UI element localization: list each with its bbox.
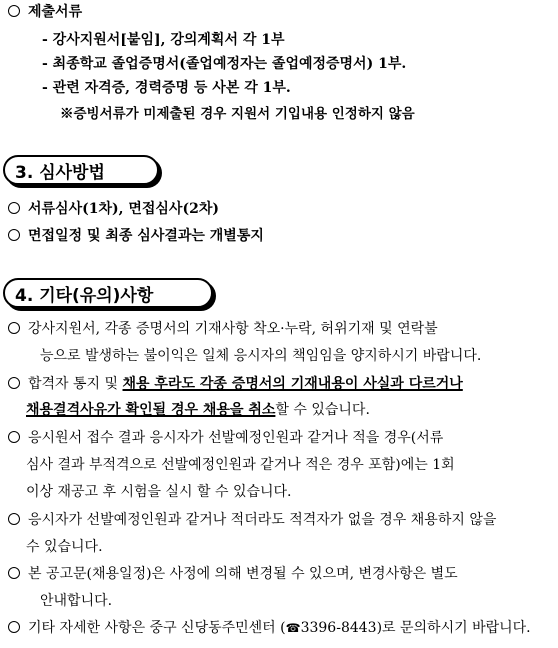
docs-title: 제출서류 bbox=[28, 4, 83, 20]
item-2-post: 할 수 있습니다. bbox=[275, 402, 370, 418]
item-3-text-1: 응시원서 접수 결과 응시자가 선발예정인원과 같거나 적을 경우(서류 bbox=[28, 430, 444, 446]
section-4-item-2-line-2 bbox=[26, 400, 370, 420]
section-4-item-6 bbox=[8, 618, 531, 638]
section-4-item-3-line-3: 이상 재공고 후 시험을 실시 할 수 있습니다. bbox=[26, 484, 292, 500]
section-4-item-2-line-1 bbox=[8, 374, 463, 394]
docs-item-3: - 관련 자격증, 경력증명 등 사본 각 1부. bbox=[42, 80, 291, 96]
section-4-item-3-line-2: 심사 결과 부적격으로 선발예정인원과 같거나 적은 경우 포함)에는 1회 bbox=[26, 457, 455, 473]
section-3-heading: 3. 심사방법 bbox=[3, 155, 159, 185]
section-4-item-3-line-1 bbox=[8, 428, 443, 448]
bullet-circle-icon bbox=[8, 621, 20, 633]
section-4-item-1-line-1 bbox=[8, 319, 438, 339]
section-4-item-4-line-2: 수 있습니다. bbox=[26, 539, 103, 555]
item-2-pre: 합격자 통지 및 bbox=[28, 376, 123, 392]
phone-icon: ☎ bbox=[285, 621, 301, 635]
bullet-circle-icon bbox=[8, 229, 20, 241]
item-6-post: )로 문의하시기 바랍니다. bbox=[376, 620, 531, 636]
item-1-text-1: 강사지원서, 각종 증명서의 기재사항 착오·누락, 허위기재 및 연락불 bbox=[28, 321, 438, 337]
section-4-item-5-line-1 bbox=[8, 564, 458, 584]
section-4-item-1-line-2: 능으로 발생하는 불이익은 일체 응시자의 책임임을 양지하시기 바랍니다. bbox=[40, 348, 482, 364]
docs-title-row bbox=[8, 2, 82, 22]
bullet-circle-icon bbox=[8, 567, 20, 579]
item-5-text-1: 본 공고문(채용일정)은 사정에 의해 변경될 수 있으며, 변경사항은 별도 bbox=[28, 566, 458, 582]
docs-item-1: - 강사지원서[붙임], 강의계획서 각 1부 bbox=[42, 32, 285, 48]
bullet-circle-icon bbox=[8, 513, 20, 525]
bullet-circle-icon bbox=[8, 322, 20, 334]
section-3-item-1 bbox=[8, 199, 219, 219]
section-3-item-2-text: 면접일정 및 최종 심사결과는 개별통지 bbox=[28, 228, 264, 244]
bullet-circle-icon bbox=[8, 202, 20, 214]
docs-item-2: - 최종학교 졸업증명서(졸업예정자는 졸업예정증명서) 1부. bbox=[42, 56, 407, 72]
bullet-circle-icon bbox=[8, 377, 20, 389]
section-3-item-1-text: 서류심사(1차), 면접심사(2차) bbox=[28, 201, 219, 217]
item-6-phone: 3396-8443 bbox=[300, 620, 377, 636]
section-4-item-4-line-1 bbox=[8, 510, 496, 530]
item-2-emphasis-1: 채용 후라도 각종 증명서의 기재내용이 사실과 다르거나 bbox=[122, 376, 463, 392]
section-3-item-2 bbox=[8, 226, 264, 246]
section-4-item-5-line-2: 안내합니다. bbox=[40, 593, 113, 609]
bullet-circle-icon bbox=[8, 431, 20, 443]
bullet-circle-icon bbox=[8, 5, 20, 17]
section-4-heading: 4. 기타(유의)사항 bbox=[3, 278, 213, 308]
item-2-emphasis-2: 채용결격사유가 확인될 경우 채용을 취소 bbox=[26, 402, 276, 418]
docs-note: ※증빙서류가 미제출된 경우 지원서 기입내용 인정하지 않음 bbox=[60, 106, 415, 122]
item-6-pre: 기타 자세한 사항은 중구 신당동주민센터 ( bbox=[28, 620, 286, 636]
item-4-text-1: 응시자가 선발예정인원과 같거나 적더라도 적격자가 없을 경우 채용하지 않을 bbox=[28, 512, 497, 528]
